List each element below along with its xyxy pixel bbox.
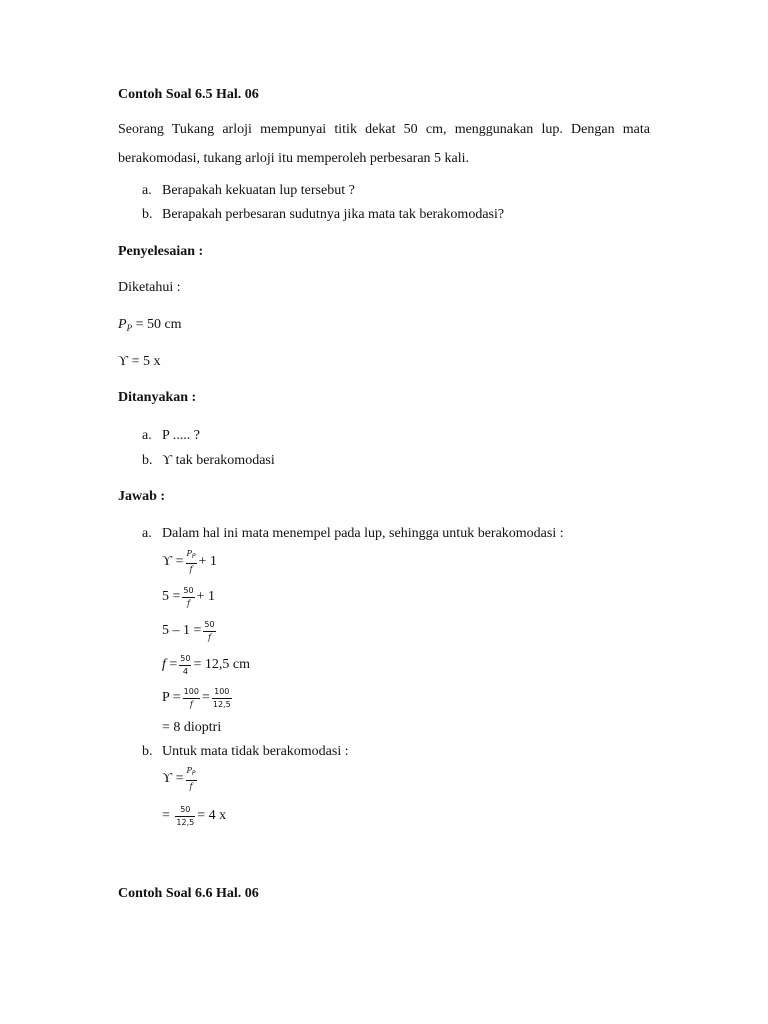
eq-rhs: + 1 [196, 589, 215, 604]
fraction-denominator: 12,5 [176, 817, 195, 827]
fraction-denominator: f [189, 699, 193, 709]
fraction-numerator: 50 [182, 586, 194, 598]
eq-equals: = [162, 808, 170, 823]
equation-a1 [162, 548, 217, 576]
pp-subscript: P [126, 323, 133, 333]
pp-symbol: P [118, 317, 127, 332]
fraction-denominator: f [187, 598, 190, 608]
fraction-denominator: f [208, 632, 211, 642]
fraction-denominator: 4 [182, 666, 188, 676]
eq-rhs: + 1 [198, 554, 217, 569]
eq-lhs: ϒ = [162, 771, 184, 786]
question-a-label: a. [142, 183, 152, 198]
equation-a4 [162, 651, 250, 679]
solution-heading: Penyelesaian : [118, 244, 204, 259]
answer-a-label: a. [142, 526, 152, 541]
eq-lhs: 5 – 1 = [162, 623, 202, 638]
example-title-next: Contoh Soal 6.6 Hal. 06 [118, 886, 259, 901]
answer-b-label: b. [142, 744, 153, 759]
fraction [183, 687, 200, 710]
equation-a3 [162, 617, 218, 645]
fraction-numerator-subscript: P [191, 770, 196, 777]
eq-lhs: f [162, 657, 166, 672]
example-title: Contoh Soal 6.5 Hal. 06 [118, 87, 259, 102]
fraction-numerator: P [186, 766, 192, 775]
known-near-point [118, 316, 182, 337]
fraction-numerator-subscript: P [191, 553, 196, 560]
asked-a-label: a. [142, 428, 152, 443]
question-b-text: Berapakah perbesaran sudutnya jika mata tak berakomodasi? [162, 207, 505, 222]
equation-b2 [162, 802, 226, 830]
fraction-numerator: 50 [203, 620, 215, 632]
equation-b1 [162, 765, 199, 793]
equation-a5 [162, 684, 234, 712]
fraction-denominator: 12,5 [212, 699, 231, 709]
fraction [203, 620, 215, 643]
problem-paragraph: Seorang Tukang arloji mempunyai titik dekat 50 cm, menggunakan lup. Dengan mata berakomodasi, tukang arloji itu memperoleh perbesaran 5 kali. [118, 122, 650, 166]
asked-a-text: P ..... ? [162, 428, 200, 443]
question-a-text: Berapakah kekuatan lup tersebut ? [162, 183, 355, 198]
fraction-numerator: 100 [183, 687, 200, 699]
known-heading: Diketahui : [118, 280, 181, 295]
question-b-label: b. [142, 207, 153, 222]
asked-b-label: b. [142, 453, 153, 468]
fraction-numerator: P [186, 549, 192, 558]
eq-lhs: P = [162, 690, 181, 705]
fraction [179, 654, 191, 677]
equation-a2 [162, 583, 215, 611]
fraction-numerator: 50 [175, 805, 195, 817]
answer-a-text: Dalam hal ini mata menempel pada lup, sehingga untuk berakomodasi : [162, 526, 564, 541]
fraction [182, 586, 194, 609]
fraction-numerator: 50 [179, 654, 191, 666]
eq-lhs: 5 = [162, 589, 181, 604]
fraction [212, 687, 232, 710]
result-a: = 8 dioptri [162, 720, 222, 735]
answer-b-text: Untuk mata tidak berakomodasi : [162, 744, 349, 759]
fraction [175, 805, 195, 828]
eq-rhs: = 12,5 cm [193, 657, 250, 672]
eq-equals: = [169, 657, 178, 672]
pp-value: = 50 cm [135, 317, 182, 332]
fraction-numerator: 100 [212, 687, 232, 699]
fraction [186, 549, 197, 575]
answer-heading: Jawab : [118, 489, 166, 504]
fraction-denominator: f [189, 565, 193, 574]
fraction-denominator: f [189, 782, 193, 791]
eq-lhs: ϒ = [162, 554, 184, 569]
known-magnification: ϒ = 5 x [118, 354, 161, 369]
eq-equals: = [201, 690, 210, 705]
fraction [186, 766, 197, 792]
asked-b-text: ϒ tak berakomodasi [162, 453, 275, 468]
eq-rhs: = 4 x [197, 808, 227, 823]
asked-heading: Ditanyakan : [118, 390, 197, 405]
